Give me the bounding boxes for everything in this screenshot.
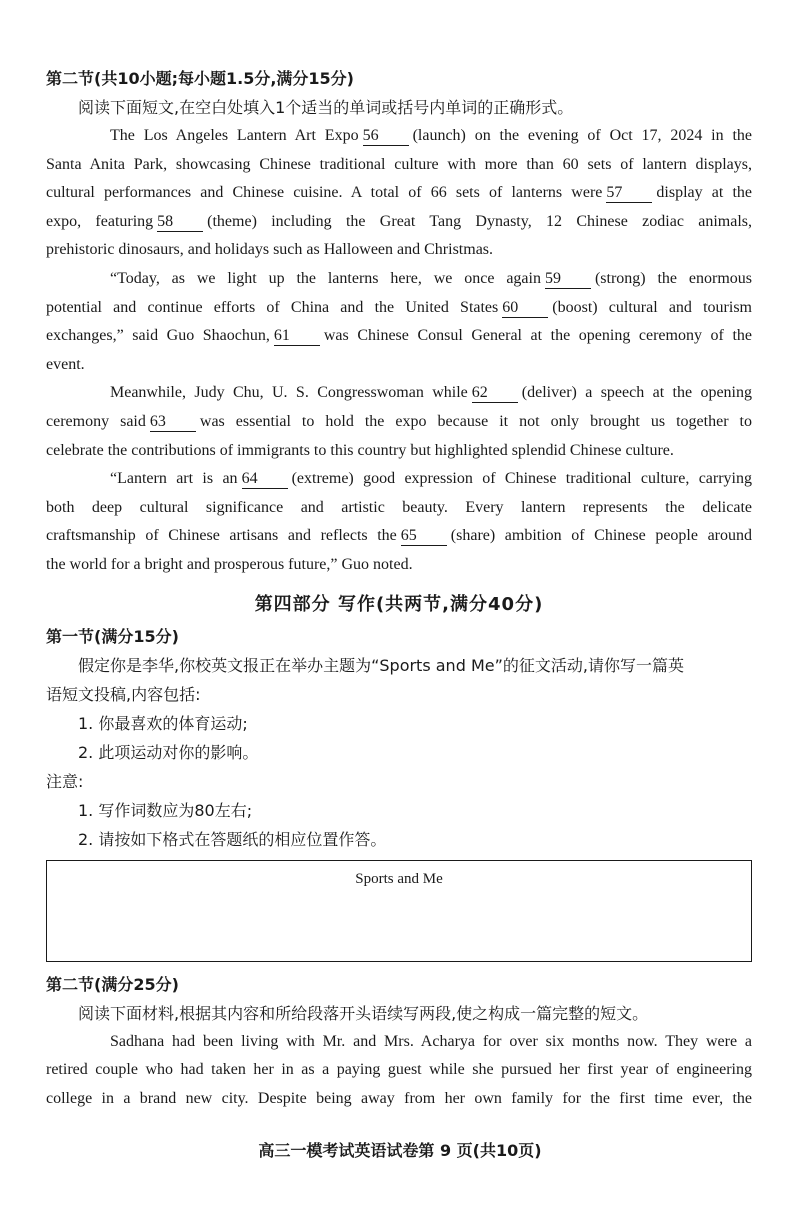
text-fragment: Meanwhile, Judy Chu, U. S. Congresswoman while: [110, 384, 468, 402]
text-line: both deep cultural significance and artistic beauty. Every lantern represents the delicate: [46, 498, 752, 516]
passage-paragraph-4: [46, 465, 752, 579]
note-label: 注意:: [46, 771, 84, 791]
text-fragment: exchanges,” said Guo Shaochun,: [46, 327, 270, 345]
text-line: [46, 465, 752, 494]
blank-59: 59: [545, 270, 591, 289]
text-fragment: ceremony said: [46, 412, 146, 430]
story-paragraph: [46, 1028, 752, 1114]
section-heading: 第一节(满分15分): [46, 626, 179, 646]
text-line: college in a brand new city. Despite being away from her own family for the first time ever, the: [46, 1089, 752, 1107]
blank-57: 57: [606, 184, 652, 203]
task-text: 语短文投稿,内容包括:: [46, 684, 201, 704]
note-item: 2. 请按如下格式在答题纸的相应位置作答。: [78, 829, 387, 849]
text-fragment: expo, featuring: [46, 212, 154, 230]
box-title: Sports and Me: [355, 870, 443, 887]
blank-60: 60: [502, 299, 548, 318]
text-line: [46, 522, 752, 551]
text-line: [46, 322, 752, 351]
task-item: 2. 此项运动对你的影响。: [78, 742, 259, 762]
text-fragment: display at the: [656, 184, 753, 202]
text-fragment: (launch) on the evening of Oct 17, 2024 in the: [412, 127, 753, 144]
passage-paragraph-1: [46, 122, 752, 265]
section-instruction: 阅读下面短文,在空白处填入1个适当的单词或括号内单词的正确形式。: [78, 98, 574, 117]
text-line: prehistoric dinosaurs, and holidays such as Halloween and Christmas.: [46, 241, 494, 259]
text-line: [46, 122, 752, 151]
section-instruction: 阅读下面材料,根据其内容和所给段落开头语续写两段,使之构成一篇完整的短文。: [78, 1003, 649, 1023]
text-line: [46, 294, 752, 323]
passage-paragraph-3: [46, 379, 752, 465]
blank-62: 62: [472, 384, 518, 403]
answer-format-box: [46, 860, 752, 962]
text-fragment: cultural performances and Chinese cuisine. A total of 66 sets of lanterns were: [46, 184, 603, 202]
text-line: the world for a bright and prosperous future,” Guo noted.: [46, 555, 413, 573]
exam-page: [46, 64, 752, 1113]
text-fragment: potential and continue efforts of China and the United States: [46, 298, 499, 316]
blank-65: 65: [401, 527, 447, 546]
text-fragment: was essential to hold the expo because it not only brought us together to: [199, 412, 753, 430]
blank-56: 56: [363, 127, 409, 146]
text-fragment: “Today, as we light up the lanterns here, we once again: [110, 269, 541, 287]
text-line: celebrate the contributions of immigrants to this country but highlighted splendid Chinese culture.: [46, 441, 674, 459]
text-line: event.: [46, 355, 85, 373]
section-heading: 第二节(满分25分): [46, 974, 179, 994]
text-fragment: The Los Angeles Lantern Art Expo: [110, 127, 359, 144]
text-fragment: (boost) cultural and tourism: [552, 298, 753, 316]
blank-64: 64: [242, 470, 288, 489]
blank-61: 61: [274, 327, 320, 346]
text-fragment: (share) ambition of Chinese people around: [450, 527, 752, 545]
text-fragment: (extreme) good expression of Chinese traditional culture, carrying: [291, 470, 753, 488]
text-fragment: craftsmanship of Chinese artisans and reflects the: [46, 527, 397, 545]
text-fragment: (deliver) a speech at the opening: [521, 384, 753, 402]
text-fragment: “Lantern art is an: [110, 470, 238, 488]
text-line: [46, 208, 752, 237]
text-line: Santa Anita Park, showcasing Chinese traditional culture with more than 60 sets of lantern displays,: [46, 155, 752, 173]
page-footer: 高三一模考试英语试卷第 9 页(共10页): [258, 1141, 542, 1160]
note-item: 1. 写作词数应为80左右;: [78, 800, 253, 820]
text-line: retired couple who had taken her in as a paying guest while she pursued her first year of engineering: [46, 1061, 752, 1079]
text-fragment: was Chinese Consul General at the opening ceremony of the: [323, 327, 752, 345]
section-heading: 第二节(共10小题;每小题1.5分,满分15分): [46, 69, 354, 88]
text-line: Sadhana had been living with Mr. and Mrs. Acharya for over six months now. They were a: [110, 1032, 752, 1050]
blank-63: 63: [150, 413, 196, 432]
text-line: [46, 379, 752, 408]
part-title: 第四部分 写作(共两节,满分40分): [254, 593, 544, 615]
text-line: [46, 408, 752, 437]
text-fragment: (theme) including the Great Tang Dynasty, 12 Chinese zodiac animals,: [207, 212, 752, 230]
text-fragment: (strong) the enormous: [594, 269, 752, 287]
text-line: [46, 179, 752, 208]
task-item: 1. 你最喜欢的体育运动;: [78, 713, 248, 733]
passage-paragraph-2: [46, 265, 752, 379]
text-line: [46, 265, 752, 294]
blank-58: 58: [157, 213, 203, 232]
task-text: 假定你是李华,你校英文报正在举办主题为“Sports and Me”的征文活动,请你写一篇英: [78, 655, 684, 675]
